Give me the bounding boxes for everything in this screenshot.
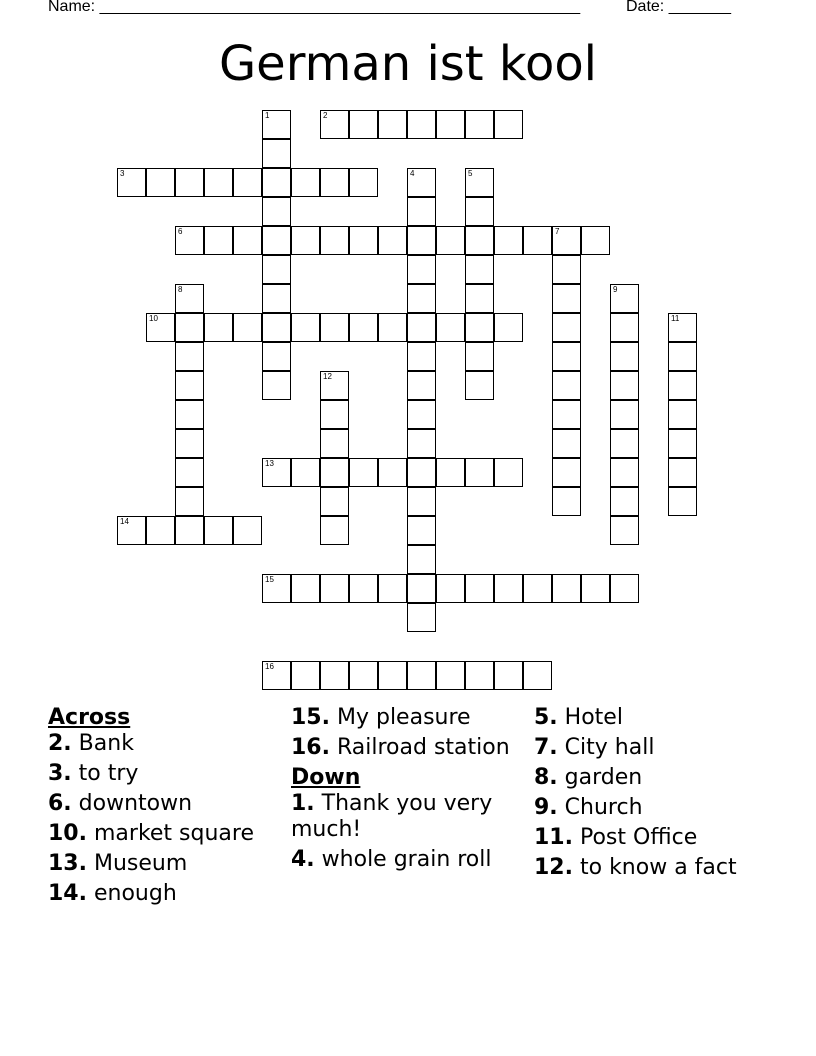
grid-cell[interactable] bbox=[146, 313, 175, 342]
grid-cell[interactable] bbox=[668, 342, 697, 371]
clue-text: to know a fact bbox=[579, 855, 737, 880]
grid-cell[interactable] bbox=[378, 661, 407, 690]
grid-cell[interactable] bbox=[610, 429, 639, 458]
grid-cell[interactable] bbox=[262, 661, 291, 690]
clue-number: 6. bbox=[48, 791, 72, 816]
grid-cell[interactable] bbox=[465, 168, 494, 197]
clue-text: downtown bbox=[78, 791, 193, 816]
grid-cell[interactable] bbox=[262, 458, 291, 487]
grid-cell[interactable] bbox=[465, 313, 494, 342]
grid-cell[interactable] bbox=[610, 313, 639, 342]
grid-cell[interactable] bbox=[262, 226, 291, 255]
clue-text: market square bbox=[93, 821, 254, 846]
grid-cell[interactable] bbox=[175, 371, 204, 400]
grid-cell[interactable] bbox=[552, 400, 581, 429]
clue-text: Hotel bbox=[564, 705, 623, 730]
grid-cell[interactable] bbox=[262, 255, 291, 284]
clue-number: 1. bbox=[291, 791, 315, 816]
grid-cell[interactable] bbox=[117, 516, 146, 545]
grid-cell[interactable] bbox=[494, 226, 523, 255]
clue-text: City hall bbox=[564, 735, 655, 760]
clue-number-label: 15 bbox=[265, 575, 274, 584]
grid-cell[interactable] bbox=[262, 168, 291, 197]
grid-cell[interactable] bbox=[552, 458, 581, 487]
clue-down-9 bbox=[534, 795, 774, 821]
grid-cell[interactable] bbox=[552, 342, 581, 371]
grid-cell[interactable] bbox=[436, 574, 465, 603]
grid-cell[interactable] bbox=[320, 574, 349, 603]
grid-cell[interactable] bbox=[175, 313, 204, 342]
clue-text: Church bbox=[564, 795, 643, 820]
grid-cell[interactable] bbox=[668, 458, 697, 487]
grid-cell[interactable] bbox=[436, 458, 465, 487]
grid-cell[interactable] bbox=[320, 168, 349, 197]
grid-cell[interactable] bbox=[407, 661, 436, 690]
grid-cell[interactable] bbox=[291, 458, 320, 487]
grid-cell[interactable] bbox=[523, 574, 552, 603]
grid-cell[interactable] bbox=[349, 313, 378, 342]
clue-text: My pleasure bbox=[336, 705, 471, 730]
grid-cell[interactable] bbox=[407, 342, 436, 371]
clue-number-label: 12 bbox=[323, 372, 332, 381]
clue-number-label: 9 bbox=[613, 285, 618, 294]
grid-cell[interactable] bbox=[494, 458, 523, 487]
grid-cell[interactable] bbox=[349, 661, 378, 690]
clue-down-11 bbox=[534, 825, 774, 851]
grid-cell[interactable] bbox=[581, 574, 610, 603]
grid-cell[interactable] bbox=[465, 284, 494, 313]
grid-cell[interactable] bbox=[581, 226, 610, 255]
grid-cell[interactable] bbox=[407, 429, 436, 458]
clue-text: Bank bbox=[78, 731, 134, 756]
grid-cell[interactable] bbox=[407, 516, 436, 545]
grid-cell[interactable] bbox=[610, 400, 639, 429]
clue-across-13 bbox=[48, 851, 278, 877]
grid-cell[interactable] bbox=[349, 168, 378, 197]
grid-cell[interactable] bbox=[262, 139, 291, 168]
clue-column-2 bbox=[291, 705, 521, 877]
clue-column-1 bbox=[48, 705, 278, 911]
grid-cell[interactable] bbox=[175, 284, 204, 313]
grid-cell[interactable] bbox=[552, 313, 581, 342]
down-heading: Down bbox=[291, 765, 361, 790]
grid-cell[interactable] bbox=[233, 313, 262, 342]
clue-number: 10. bbox=[48, 821, 87, 846]
grid-cell[interactable] bbox=[204, 516, 233, 545]
clue-number: 14. bbox=[48, 881, 87, 906]
grid-cell[interactable] bbox=[320, 110, 349, 139]
grid-cell[interactable] bbox=[494, 110, 523, 139]
grid-cell[interactable] bbox=[407, 487, 436, 516]
grid-cell[interactable] bbox=[262, 574, 291, 603]
grid-cell[interactable] bbox=[610, 371, 639, 400]
name-field: Name: ______________________________________________________ bbox=[48, 0, 581, 15]
clue-down-4 bbox=[291, 847, 521, 873]
grid-cell[interactable] bbox=[378, 458, 407, 487]
grid-cell[interactable] bbox=[465, 197, 494, 226]
grid-cell[interactable] bbox=[465, 110, 494, 139]
grid-cell[interactable] bbox=[494, 574, 523, 603]
grid-cell[interactable] bbox=[407, 168, 436, 197]
grid-cell[interactable] bbox=[320, 226, 349, 255]
grid-cell[interactable] bbox=[291, 168, 320, 197]
clue-down-5 bbox=[534, 705, 774, 731]
grid-cell[interactable] bbox=[320, 371, 349, 400]
grid-cell[interactable] bbox=[610, 574, 639, 603]
grid-cell[interactable] bbox=[233, 168, 262, 197]
clue-number-label: 7 bbox=[555, 227, 560, 236]
grid-cell[interactable] bbox=[349, 574, 378, 603]
clue-text: Museum bbox=[93, 851, 188, 876]
grid-cell[interactable] bbox=[552, 487, 581, 516]
grid-cell[interactable] bbox=[146, 168, 175, 197]
clue-text: to try bbox=[78, 761, 139, 786]
clue-number-label: 8 bbox=[178, 285, 183, 294]
grid-cell[interactable] bbox=[465, 342, 494, 371]
grid-cell[interactable] bbox=[291, 226, 320, 255]
grid-cell[interactable] bbox=[407, 197, 436, 226]
grid-cell[interactable] bbox=[320, 400, 349, 429]
grid-cell[interactable] bbox=[175, 226, 204, 255]
clue-across-6 bbox=[48, 791, 278, 817]
page-title: German ist kool bbox=[218, 36, 598, 92]
grid-cell[interactable] bbox=[204, 168, 233, 197]
clue-number: 5. bbox=[534, 705, 558, 730]
clue-down-7 bbox=[534, 735, 774, 761]
grid-cell[interactable] bbox=[175, 168, 204, 197]
clue-text: Thank you very much! bbox=[291, 791, 493, 842]
grid-cell[interactable] bbox=[610, 516, 639, 545]
clue-text: garden bbox=[564, 765, 643, 790]
grid-cell[interactable] bbox=[175, 516, 204, 545]
clue-number-label: 1 bbox=[265, 111, 270, 120]
clue-number-label: 10 bbox=[149, 314, 158, 323]
clue-text: enough bbox=[93, 881, 177, 906]
grid-cell[interactable] bbox=[523, 226, 552, 255]
grid-cell[interactable] bbox=[175, 458, 204, 487]
clue-down-8 bbox=[534, 765, 774, 791]
clue-number: 8. bbox=[534, 765, 558, 790]
grid-cell[interactable] bbox=[291, 574, 320, 603]
grid-cell[interactable] bbox=[175, 342, 204, 371]
grid-cell[interactable] bbox=[378, 226, 407, 255]
clue-number-label: 3 bbox=[120, 169, 125, 178]
clue-number-label: 13 bbox=[265, 459, 274, 468]
grid-cell[interactable] bbox=[465, 255, 494, 284]
clue-number: 4. bbox=[291, 847, 315, 872]
grid-cell[interactable] bbox=[668, 371, 697, 400]
clue-number-label: 6 bbox=[178, 227, 183, 236]
grid-cell[interactable] bbox=[407, 545, 436, 574]
grid-cell[interactable] bbox=[407, 603, 436, 632]
grid-cell[interactable] bbox=[465, 371, 494, 400]
clue-column-3 bbox=[534, 705, 774, 885]
grid-cell[interactable] bbox=[407, 400, 436, 429]
grid-cell[interactable] bbox=[320, 313, 349, 342]
grid-cell[interactable] bbox=[262, 284, 291, 313]
clue-number: 12. bbox=[534, 855, 573, 880]
grid-cell[interactable] bbox=[668, 313, 697, 342]
grid-cell[interactable] bbox=[552, 574, 581, 603]
grid-cell[interactable] bbox=[407, 110, 436, 139]
clue-text: whole grain roll bbox=[321, 847, 492, 872]
grid-cell[interactable] bbox=[233, 516, 262, 545]
grid-cell[interactable] bbox=[407, 284, 436, 313]
clue-number: 2. bbox=[48, 731, 72, 756]
clue-number-label: 16 bbox=[265, 662, 274, 671]
date-field: Date: _______ bbox=[626, 0, 731, 15]
grid-cell[interactable] bbox=[349, 110, 378, 139]
clue-number-label: 5 bbox=[468, 169, 473, 178]
grid-cell[interactable] bbox=[378, 313, 407, 342]
clue-number-label: 11 bbox=[671, 314, 680, 323]
grid-cell[interactable] bbox=[610, 458, 639, 487]
grid-cell[interactable] bbox=[349, 458, 378, 487]
grid-cell[interactable] bbox=[465, 226, 494, 255]
grid-cell[interactable] bbox=[146, 516, 175, 545]
clue-number: 15. bbox=[291, 705, 330, 730]
clue-down-1 bbox=[291, 791, 521, 843]
grid-cell[interactable] bbox=[494, 313, 523, 342]
grid-cell[interactable] bbox=[378, 574, 407, 603]
grid-cell[interactable] bbox=[407, 371, 436, 400]
grid-cell[interactable] bbox=[262, 371, 291, 400]
grid-cell[interactable] bbox=[436, 226, 465, 255]
grid-cell[interactable] bbox=[494, 661, 523, 690]
grid-cell[interactable] bbox=[407, 255, 436, 284]
grid-cell[interactable] bbox=[320, 661, 349, 690]
grid-cell[interactable] bbox=[175, 429, 204, 458]
grid-cell[interactable] bbox=[204, 226, 233, 255]
grid-cell[interactable] bbox=[291, 661, 320, 690]
grid-cell[interactable] bbox=[407, 458, 436, 487]
grid-cell[interactable] bbox=[204, 313, 233, 342]
clue-across-2 bbox=[48, 731, 278, 757]
grid-cell[interactable] bbox=[291, 313, 320, 342]
grid-cell[interactable] bbox=[668, 400, 697, 429]
clue-across-16 bbox=[291, 735, 521, 761]
grid-cell[interactable] bbox=[262, 342, 291, 371]
grid-cell[interactable] bbox=[610, 284, 639, 313]
grid-cell[interactable] bbox=[175, 487, 204, 516]
clue-number-label: 4 bbox=[410, 169, 415, 178]
clue-across-14 bbox=[48, 881, 278, 907]
grid-cell[interactable] bbox=[436, 313, 465, 342]
grid-cell[interactable] bbox=[668, 429, 697, 458]
clue-across-10 bbox=[48, 821, 278, 847]
clue-number: 7. bbox=[534, 735, 558, 760]
clue-text: Railroad station bbox=[336, 735, 510, 760]
grid-cell[interactable] bbox=[378, 110, 407, 139]
clue-number: 16. bbox=[291, 735, 330, 760]
grid-cell[interactable] bbox=[175, 400, 204, 429]
grid-cell[interactable] bbox=[552, 371, 581, 400]
grid-cell[interactable] bbox=[233, 226, 262, 255]
grid-cell[interactable] bbox=[407, 313, 436, 342]
clue-number: 13. bbox=[48, 851, 87, 876]
clue-number: 3. bbox=[48, 761, 72, 786]
grid-cell[interactable] bbox=[320, 487, 349, 516]
grid-cell[interactable] bbox=[523, 661, 552, 690]
grid-cell[interactable] bbox=[465, 574, 494, 603]
clue-number: 11. bbox=[534, 825, 573, 850]
clue-text: Post Office bbox=[579, 825, 698, 850]
grid-cell[interactable] bbox=[465, 661, 494, 690]
clue-across-15 bbox=[291, 705, 521, 731]
grid-cell[interactable] bbox=[552, 226, 581, 255]
grid-cell[interactable] bbox=[552, 255, 581, 284]
grid-cell[interactable] bbox=[610, 342, 639, 371]
grid-cell[interactable] bbox=[407, 226, 436, 255]
grid-cell[interactable] bbox=[349, 226, 378, 255]
across-heading: Across bbox=[48, 705, 131, 730]
grid-cell[interactable] bbox=[436, 661, 465, 690]
clue-across-3 bbox=[48, 761, 278, 787]
grid-cell[interactable] bbox=[552, 429, 581, 458]
grid-cell[interactable] bbox=[320, 516, 349, 545]
clue-down-12 bbox=[534, 855, 774, 881]
grid-cell[interactable] bbox=[262, 197, 291, 226]
grid-cell[interactable] bbox=[262, 110, 291, 139]
grid-cell[interactable] bbox=[668, 487, 697, 516]
grid-cell[interactable] bbox=[465, 458, 494, 487]
clue-number-label: 14 bbox=[120, 517, 129, 526]
grid-cell[interactable] bbox=[320, 429, 349, 458]
grid-cell[interactable] bbox=[436, 110, 465, 139]
grid-cell[interactable] bbox=[407, 574, 436, 603]
grid-cell[interactable] bbox=[262, 313, 291, 342]
grid-cell[interactable] bbox=[610, 487, 639, 516]
clue-number: 9. bbox=[534, 795, 558, 820]
clue-number-label: 2 bbox=[323, 111, 328, 120]
grid-cell[interactable] bbox=[552, 284, 581, 313]
grid-cell[interactable] bbox=[320, 458, 349, 487]
grid-cell[interactable] bbox=[117, 168, 146, 197]
